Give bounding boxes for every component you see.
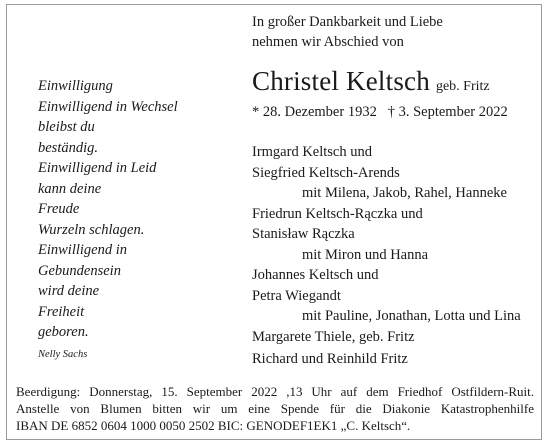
poem-line: kann deine (38, 180, 102, 197)
poem-line: geboren. (38, 324, 89, 340)
family-children-line: mit Miron und Hanna (302, 246, 429, 263)
intro-line: In großer Dankbarkeit und Liebe (252, 14, 443, 30)
intro-text (252, 12, 443, 52)
poem-author: Nelly Sachs (38, 348, 88, 360)
deceased-heading (252, 66, 490, 97)
poem-line: Einwilligend in Leid (38, 160, 157, 176)
family-line: Siegfried Keltsch-Arends (252, 164, 400, 181)
poem-line: bleibst du (38, 119, 95, 135)
poem-line: Wurzeln schlagen. (38, 221, 145, 238)
family-list (252, 142, 521, 370)
family-children-line: mit Milena, Jakob, Rahel, Hanneke (302, 185, 507, 201)
poem-line: Freude (38, 201, 80, 217)
poem-line: beständig. (38, 139, 99, 156)
poem (38, 76, 178, 362)
poem-line: wird deine (38, 283, 100, 299)
footer-line: Anstelle von Blumen bitten wir um eine Spende für die Diakonie Katastrophenhilfe (16, 401, 534, 416)
poem-line: Einwilligend in (38, 242, 128, 258)
footer-line: IBAN DE 6852 0604 1000 0050 2502 BIC: GENODEF1EK1 „C. Keltsch“. (16, 418, 411, 433)
funeral-details (16, 383, 534, 434)
deceased-name: Christel Keltsch (252, 66, 430, 96)
family-line: Margarete Thiele, geb. Fritz (252, 328, 415, 345)
family-line: Petra Wiegandt (252, 287, 341, 304)
life-dates: * 28. Dezember 1932 † 3. September 2022 (252, 104, 508, 120)
maiden-name: geb. Fritz (435, 79, 490, 94)
family-line: Johannes Keltsch und (252, 267, 379, 283)
family-line: Richard und Reinhild Fritz (252, 351, 408, 367)
poem-line: Freiheit (38, 303, 85, 320)
family-line: Irmgard Keltsch und (252, 144, 372, 160)
poem-line: Einwilligung (38, 78, 113, 94)
poem-line: Einwilligend in Wechsel (38, 98, 178, 115)
family-children-line: mit Pauline, Jonathan, Lotta und Lina (302, 308, 521, 324)
family-line: Friedrun Keltsch-Rączka und (252, 205, 423, 222)
intro-line: nehmen wir Abschied von (252, 34, 404, 50)
footer-line: Beerdigung: Donnerstag, 15. September 2022 ,13 Uhr auf dem Friedhof Ostfildern-Ruit. (16, 384, 534, 399)
poem-line: Gebundensein (38, 262, 121, 279)
family-line: Stanisław Rączka (252, 226, 355, 242)
